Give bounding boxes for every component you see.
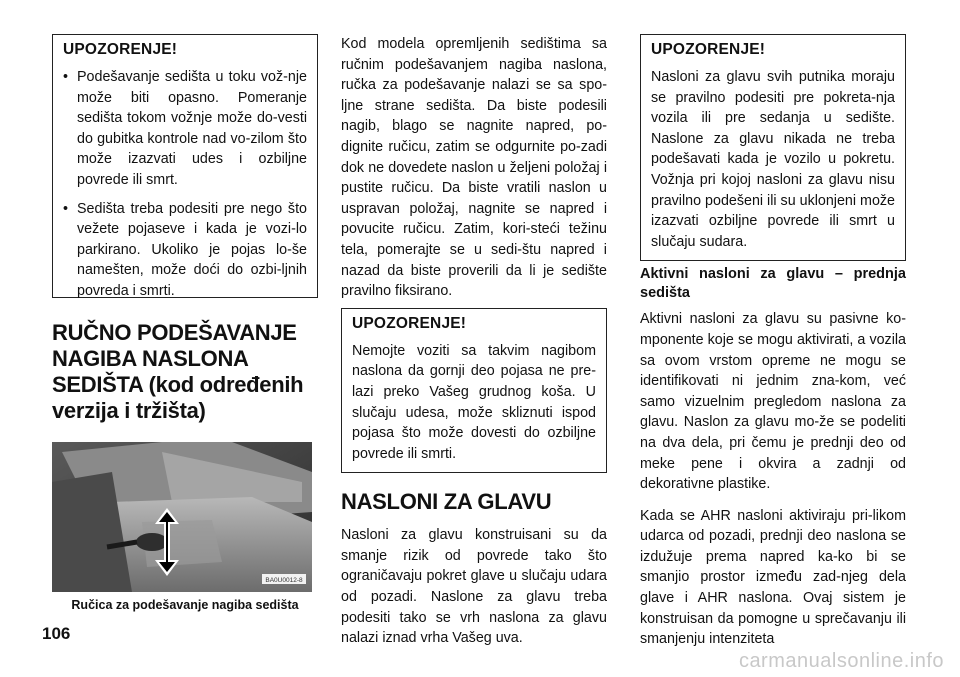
- active-headrests-para-1: Aktivni nasloni za glavu su pasivne ko-mponente koje se mogu aktivirati, a vozila sa ovom vrstom opreme ne mogu se identifikovati ni jednim zna-kom, već samo vizuelnim pregledom naslona za glavu. Naslon za glavu mo-že se podeliti na dva dela, pri čemu je prednji deo od meke pene i okvira a zadnji od dekorativne plastike.: [640, 311, 906, 493]
- warning-box-recline: [341, 308, 607, 474]
- column-left: [52, 34, 318, 612]
- warning-box-seat-adjust: [52, 34, 318, 298]
- recline-instructions: Kod modela opremljenih sedištima sa ručnim podešavanjem nagiba naslona, ručka za podešavanje nalazi se sa spo-ljne strane sedišta. Da biste podesili nagib, blago se nagnite napred, po-dignite ručicu, zatim se odgurnite po-zadi dok ne dovedete naslon u željeni položaj i pustite ručicu. Da biste vratili naslon u uspravan položaj, nagnite se napred i povucite ručicu. Zatim, kori-steći težinu tela, pomerajte se u sedi-štu napred i nazad da biste proverili da li je sedište pravilno fiksirano.: [341, 36, 607, 300]
- warning-title: UPOZORENJE!: [352, 314, 467, 332]
- warning-text: Nasloni za glavu svih putnika moraju se pravilno podesiti pre pokreta-nja vozila ili pre sedanja u sedište. Naslone za glavu nikada ne treba podešavati kada je vozilo u pokretu. Vožnja pri kojoj nasloni za glavu nisu pravilno podešeni ili su uklonjeni može izazvati ozbiljne povrede ili smrt u slučaju sudara.: [651, 69, 895, 250]
- section-title-headrests: NASLONI ZA GLAVU: [341, 489, 552, 515]
- section-title-recline: RUČNO PODEŠAVANJE NAGIBA NASLONA SEDIŠTA (kod određenih verzija i tržišta): [52, 320, 304, 423]
- warning-bullet: • Podešavanje sedišta u toku vož-nje može biti opasno. Pomeranje sedišta tokom vožnje može do-vesti do gubitka kontrole nad vo-zilom što može izazvati udes i ozbiljne povrede ili smrt.: [63, 67, 307, 191]
- page-number: 106: [42, 624, 71, 643]
- warning-box-headrests: [640, 34, 906, 261]
- warning-title: UPOZORENJE!: [63, 41, 178, 58]
- figure-code: BA0U0012-8: [265, 577, 303, 584]
- warning-list: [63, 67, 307, 302]
- watermark: carmanualsonline.info: [738, 650, 944, 672]
- figure-caption: Ručica za podešavanje nagiba sedišta: [71, 598, 299, 612]
- seat-recline-lever-photo: [52, 442, 312, 592]
- subsection-title-active-headrests: Aktivni nasloni za glavu – prednja sedišta: [640, 266, 906, 302]
- warning-bullet: • Sedišta treba podesiti pre nego što vežete pojaseve i kada je vozi-lo parkirano. Ukoliko je pojas lo-še namešten, može doći do ozbi-ljnih povreda i smrti.: [63, 199, 307, 302]
- warning-text: Nemojte voziti sa takvim nagibom naslona da gornji deo pojasa ne pre-lazi preko Vašeg grudnog koša. U slučaju udesa, može skliznuti ispod pojasa što može dovesti do ozbiljne povrede ili smrti.: [352, 342, 596, 462]
- headrests-text: Nasloni za glavu konstruisani su da smanje rizik od povrede tako što ograničavaju pokret glave u slučaju udara od pozadi. Naslone za glavu treba podesiti tako se vrh naslona za glavu nalazi iznad vrha Vašeg uva.: [341, 527, 607, 647]
- seat-photo-illustration: [52, 442, 312, 592]
- column-middle: [341, 34, 607, 649]
- warning-title: UPOZORENJE!: [651, 41, 766, 58]
- active-headrests-para-2: Kada se AHR nasloni aktiviraju pri-likom udarca od pozadi, prednji deo naslona se izdužuje prema napred ka-ko bi se smanjio prostor između zad-njeg dela glave i AHR naslona. Ovaj sistem je konstruisan da pomogne u sprečavanju ili smanjenju intenziteta: [640, 507, 906, 648]
- column-right: [640, 34, 906, 650]
